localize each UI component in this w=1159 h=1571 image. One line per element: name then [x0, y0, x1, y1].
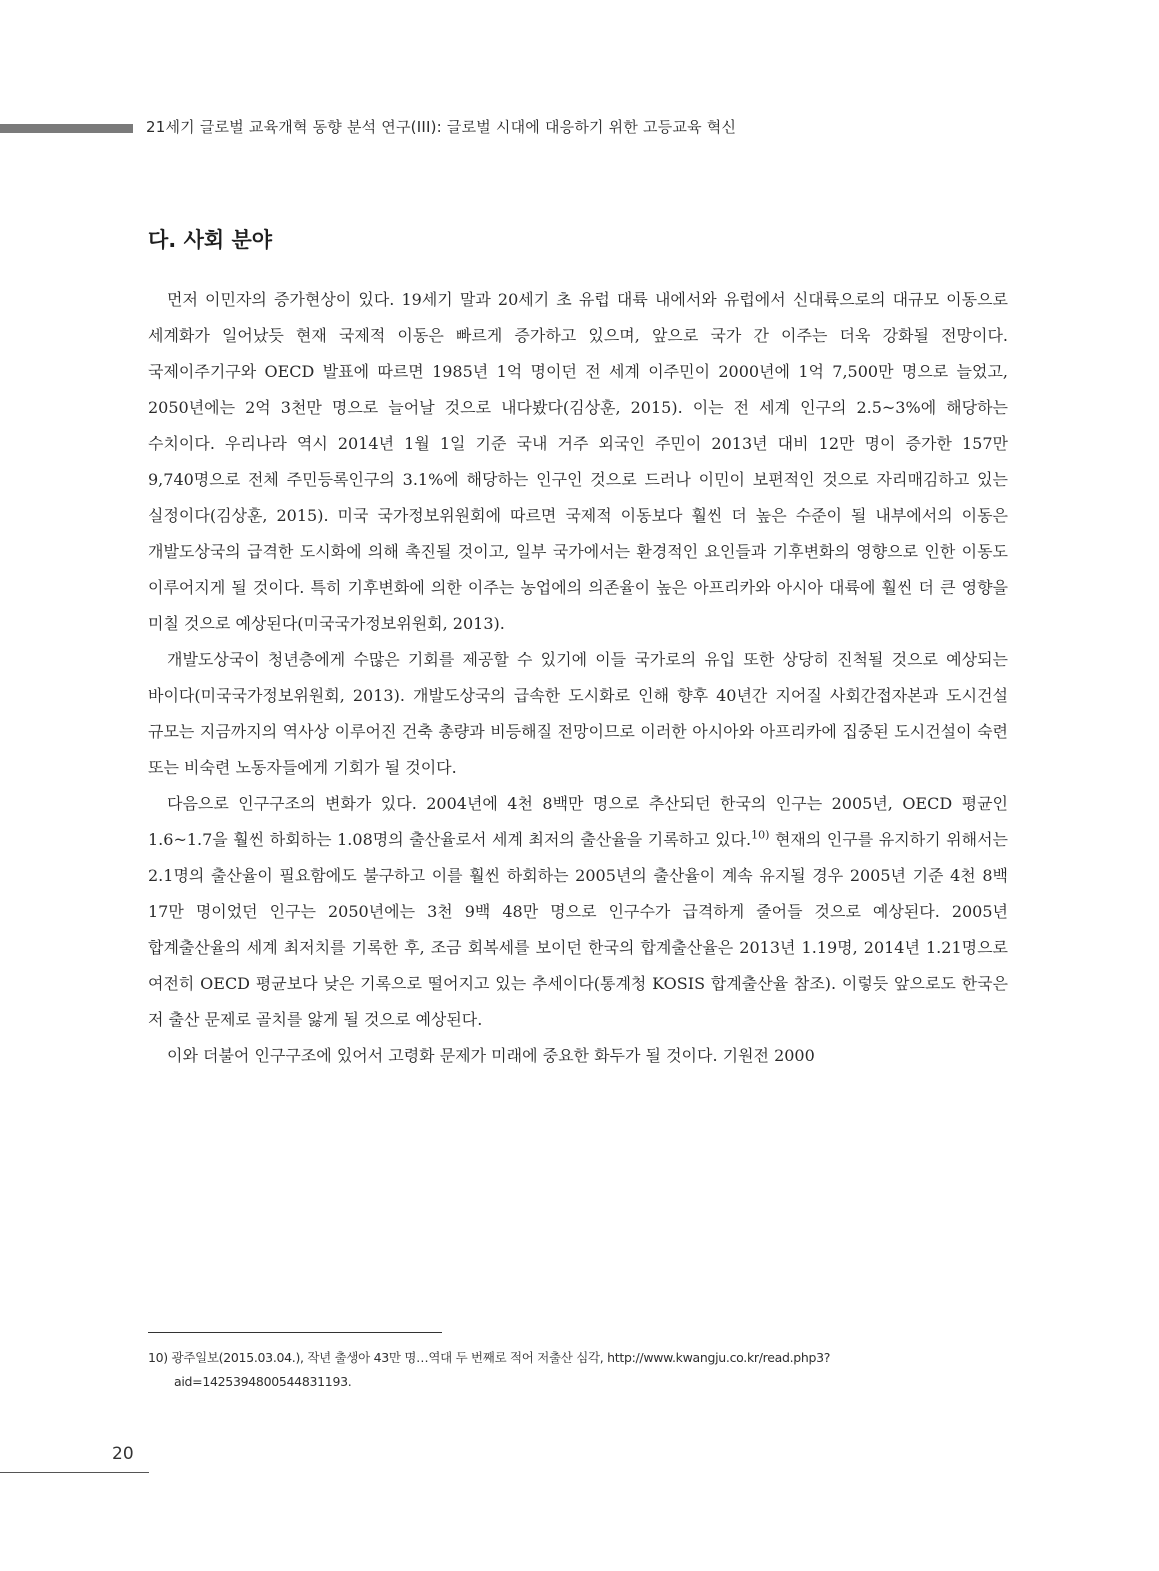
header-accent-bar: [0, 124, 133, 133]
page-number: 20: [112, 1444, 134, 1464]
footnote-reference[interactable]: 10): [751, 828, 770, 842]
running-header-title: 21세기 글로벌 교육개혁 동향 분석 연구(III): 글로벌 시대에 대응하기 위한 고등교육 혁신: [146, 118, 737, 136]
footnote: [148, 1346, 1018, 1394]
paragraph-population-part1: 다음으로 인구구조의 변화가 있다. 2004년에 4천 8백만 명으로 추산되던 한국의 인구는 2005년, OECD 평균인 1.6~1.7을 훨씬 하회하는 1.08명의 출산율로서 세계 최저의 출산율을 기록하고 있다.: [148, 794, 1008, 849]
paragraph-population-part2: 현재의 인구를 유지하기 위해서는 2.1명의 출산율이 필요함에도 불구하고 이를 훨씬 하회하는 2005년의 출산율이 계속 유지될 경우 2005년 기준 4천 8백 17만 명이었던 인구는 2050년에는 3천 9백 48만 명으로 인구수가 급격하게 줄어들 것으로 예상된다. 2005년 합계출산율의 세계 최저치를 기록한 후, 조금 회복세를 보이던 한국의 합계출산율은 2013년 1.19명, 2014년 1.21명으로 여전히 OECD 평균보다 낮은 기록으로 떨어지고 있는 추세이다(통계청 KOSIS 합계출산율 참조). 이렇듯 앞으로도 한국은 저 출산 문제로 골치를 앓게 될 것으로 예상된다.: [148, 830, 1008, 1029]
paragraph-immigration: 먼저 이민자의 증가현상이 있다. 19세기 말과 20세기 초 유럽 대륙 내에서와 유럽에서 신대륙으로의 대규모 이동으로 세계화가 일어났듯 현재 국제적 이동은 빠르게 증가하고 있으며, 앞으로 국가 간 이주는 더욱 강화될 전망이다. 국제이주기구와 OECD 발표에 따르면 1985년 1억 명이던 전 세계 이주민이 2000년에 1억 7,500만 명으로 늘었고, 2050년에는 2억 3천만 명으로 늘어날 것으로 내다봤다(김상훈, 2015). 이는 전 세계 인구의 2.5~3%에 해당하는 수치이다. 우리나라 역시 2014년 1월 1일 기준 국내 거주 외국인 주민이 2013년 대비 12만 명이 증가한 157만 9,740명으로 전체 주민등록인구의 3.1%에 해당하는 인구인 것으로 드러나 이민이 보편적인 것으로 자리매김하고 있는 실정이다(김상훈, 2015). 미국 국가정보위원회에 따르면 국제적 이동보다 훨씬 더 높은 수준이 될 내부에서의 이동은 개발도상국의 급격한 도시화에 의해 촉진될 것이고, 일부 국가에서는 환경적인 요인들과 기후변화의 영향으로 인한 이동도 이루어지게 될 것이다. 특히 기후변화에 의한 이주는 농업에의 의존율이 높은 아프리카와 아시아 대륙에 훨씬 더 큰 영향을 미칠 것으로 예상된다(미국국가정보위원회, 2013).: [148, 290, 1008, 633]
paragraph-aging: 이와 더불어 인구구조에 있어서 고령화 문제가 미래에 중요한 화두가 될 것이다. 기원전 2000: [167, 1046, 815, 1065]
section-heading: 다. 사회 분야: [148, 228, 273, 252]
footnote-line-2: aid=1425394800544831193.: [174, 1374, 352, 1389]
body-text: [148, 282, 1008, 1074]
footer-divider: [0, 1472, 149, 1473]
paragraph-population-structure: [148, 786, 1008, 1038]
footnote-line-1: 10) 광주일보(2015.03.04.), 작년 출생아 43만 명…역대 두 번째로 적어 저출산 심각, http://www.kwangju.co.kr/read.php3?: [148, 1350, 831, 1365]
footnote-divider: [148, 1332, 442, 1333]
paragraph-developing-countries: 개발도상국이 청년층에게 수많은 기회를 제공할 수 있기에 이들 국가로의 유입 또한 상당히 진척될 것으로 예상되는 바이다(미국국가정보위원회, 2013). 개발도상국의 급속한 도시화로 인해 향후 40년간 지어질 사회간접자본과 도시건설 규모는 지금까지의 역사상 이루어진 건축 총량과 비등해질 전망이므로 이러한 아시아와 아프리카에 집중된 도시건설이 숙련 또는 비숙련 노동자들에게 기회가 될 것이다.: [148, 650, 1008, 777]
